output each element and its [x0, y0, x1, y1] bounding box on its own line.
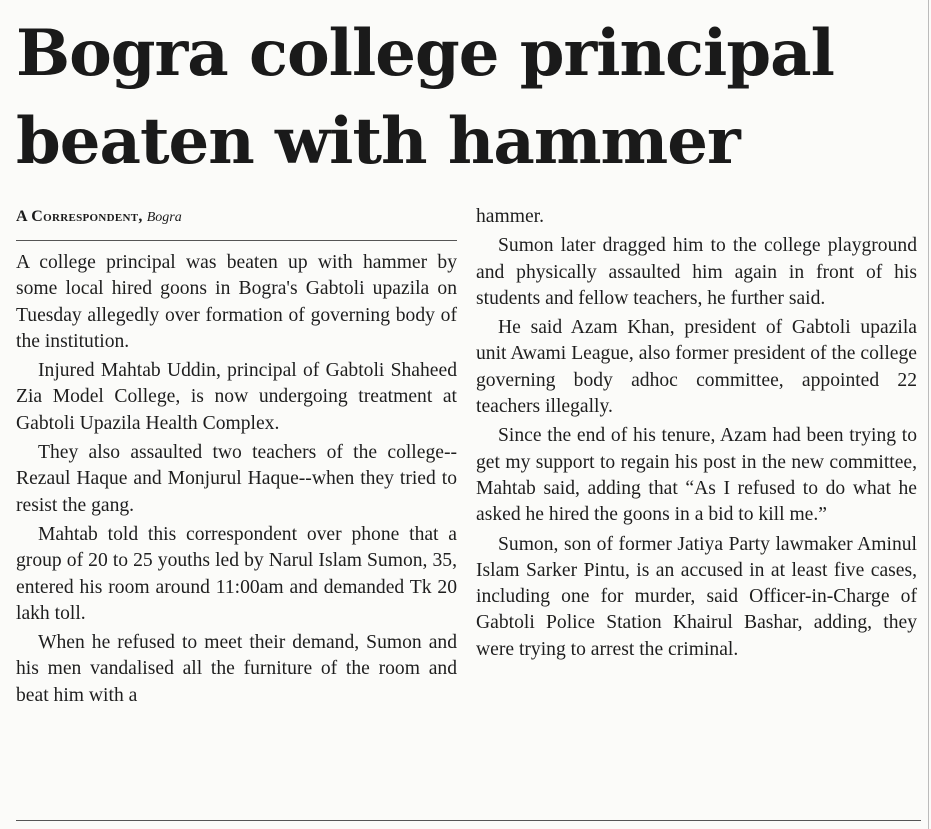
- byline-author: A Correspondent,: [16, 208, 143, 225]
- byline: [16, 208, 182, 226]
- headline-line-1: Bogra college principal: [16, 16, 834, 91]
- paragraph-continued: hammer.: [476, 206, 545, 227]
- paragraph: Mahtab told this correspondent over phone that a group of 20 to 25 youths led by Narul Islam Sumon, 35, entered his room around 11:00am and demanded Tk 20 lakh toll.: [16, 523, 457, 624]
- article-column-right: [476, 204, 917, 663]
- clipping-edge: [928, 0, 929, 829]
- paragraph: They also assaulted two teachers of the college--Rezaul Haque and Monjurul Haque--when they tried to resist the gang.: [16, 442, 457, 516]
- paragraph: When he refused to meet their demand, Sumon and his men vandalised all the furniture of the room and beat him with a: [16, 632, 457, 706]
- byline-divider: [16, 240, 457, 241]
- bottom-divider: [16, 820, 921, 821]
- byline-place: Bogra: [146, 210, 182, 225]
- paragraph: Injured Mahtab Uddin, principal of Gabtoli Shaheed Zia Model College, is now undergoing treatment at Gabtoli Upazila Health Complex.: [16, 360, 457, 434]
- paragraph: Sumon later dragged him to the college playground and physically assaulted him again in front of his students and fellow teachers, he further said.: [476, 235, 917, 309]
- headline: [16, 10, 921, 186]
- paragraph: A college principal was beaten up with hammer by some local hired goons in Bogra's Gabtoli upazila on Tuesday allegedly over formation of governing body of the institution.: [16, 252, 457, 352]
- paragraph: He said Azam Khan, president of Gabtoli upazila unit Awami League, also former president of the college governing body adhoc committee, appointed 22 teachers illegally.: [476, 317, 917, 418]
- paragraph: Since the end of his tenure, Azam had been trying to get my support to regain his post in the new committee, Mahtab said, adding that “As I refused to do what he asked he hired the goons in a bid to kill me.”: [476, 425, 917, 526]
- article-column-left: [16, 250, 457, 709]
- headline-line-2: beaten with hammer: [16, 104, 740, 179]
- paragraph: Sumon, son of former Jatiya Party lawmaker Aminul Islam Sarker Pintu, is an accused in at least five cases, including one for murder, said Officer-in-Charge of Gabtoli Police Station Khairul Bashar, adding, they were trying to arrest the criminal.: [476, 533, 917, 660]
